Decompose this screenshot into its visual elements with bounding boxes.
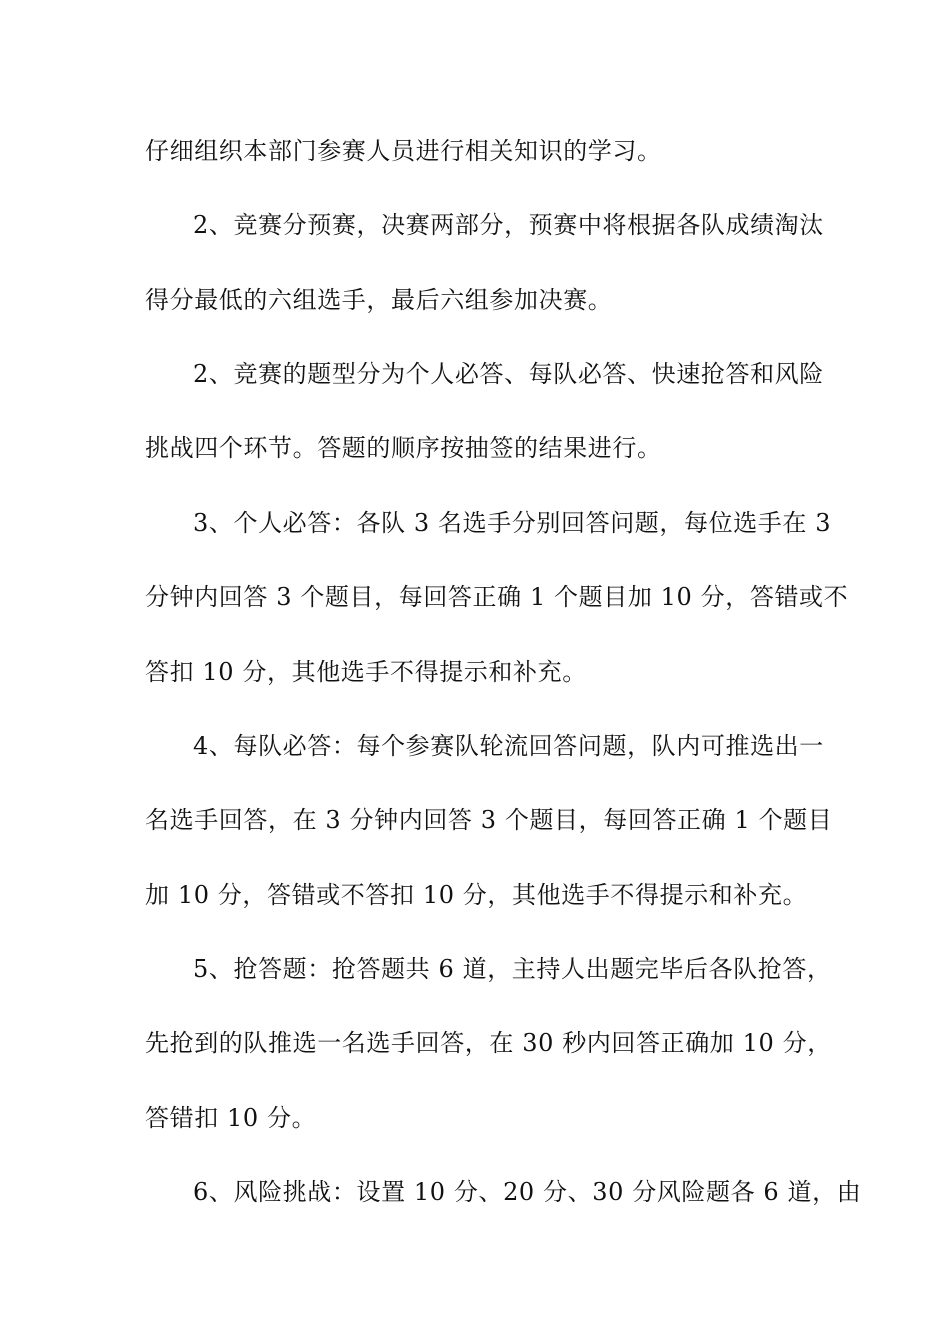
text-line: 4、每队必答：每个参赛队轮流回答问题，队内可推选出一 <box>193 732 824 760</box>
text-line: 答错扣 10 分。 <box>145 1104 317 1132</box>
text-line: 6、风险挑战：设置 10 分、20 分、30 分风险题各 6 道，由 <box>193 1178 862 1206</box>
text-line: 分钟内回答 3 个题目，每回答正确 1 个题目加 10 分，答错或不 <box>145 583 849 611</box>
text-line: 5、抢答题：抢答题共 6 道，主持人出题完毕后各队抢答， <box>193 955 832 983</box>
text-line: 加 10 分，答错或不答扣 10 分，其他选手不得提示和补充。 <box>145 881 808 909</box>
text-line: 挑战四个环节。答题的顺序按抽签的结果进行。 <box>145 434 662 462</box>
text-line: 先抢到的队推选一名选手回答，在 30 秒内回答正确加 10 分， <box>145 1029 832 1057</box>
text-line: 答扣 10 分，其他选手不得提示和补充。 <box>145 658 587 686</box>
text-line: 名选手回答，在 3 分钟内回答 3 个题目，每回答正确 1 个题目 <box>145 806 833 834</box>
text-line: 得分最低的六组选手，最后六组参加决赛。 <box>145 286 613 314</box>
text-line: 仔细组织本部门参赛人员进行相关知识的学习。 <box>145 137 662 165</box>
text-line: 2、竞赛的题型分为个人必答、每队必答、快速抢答和风险 <box>193 360 824 388</box>
text-line: 3、个人必答：各队 3 名选手分别回答问题，每位选手在 3 <box>193 509 832 537</box>
text-line: 2、竞赛分预赛，决赛两部分，预赛中将根据各队成绩淘汰 <box>193 211 824 239</box>
